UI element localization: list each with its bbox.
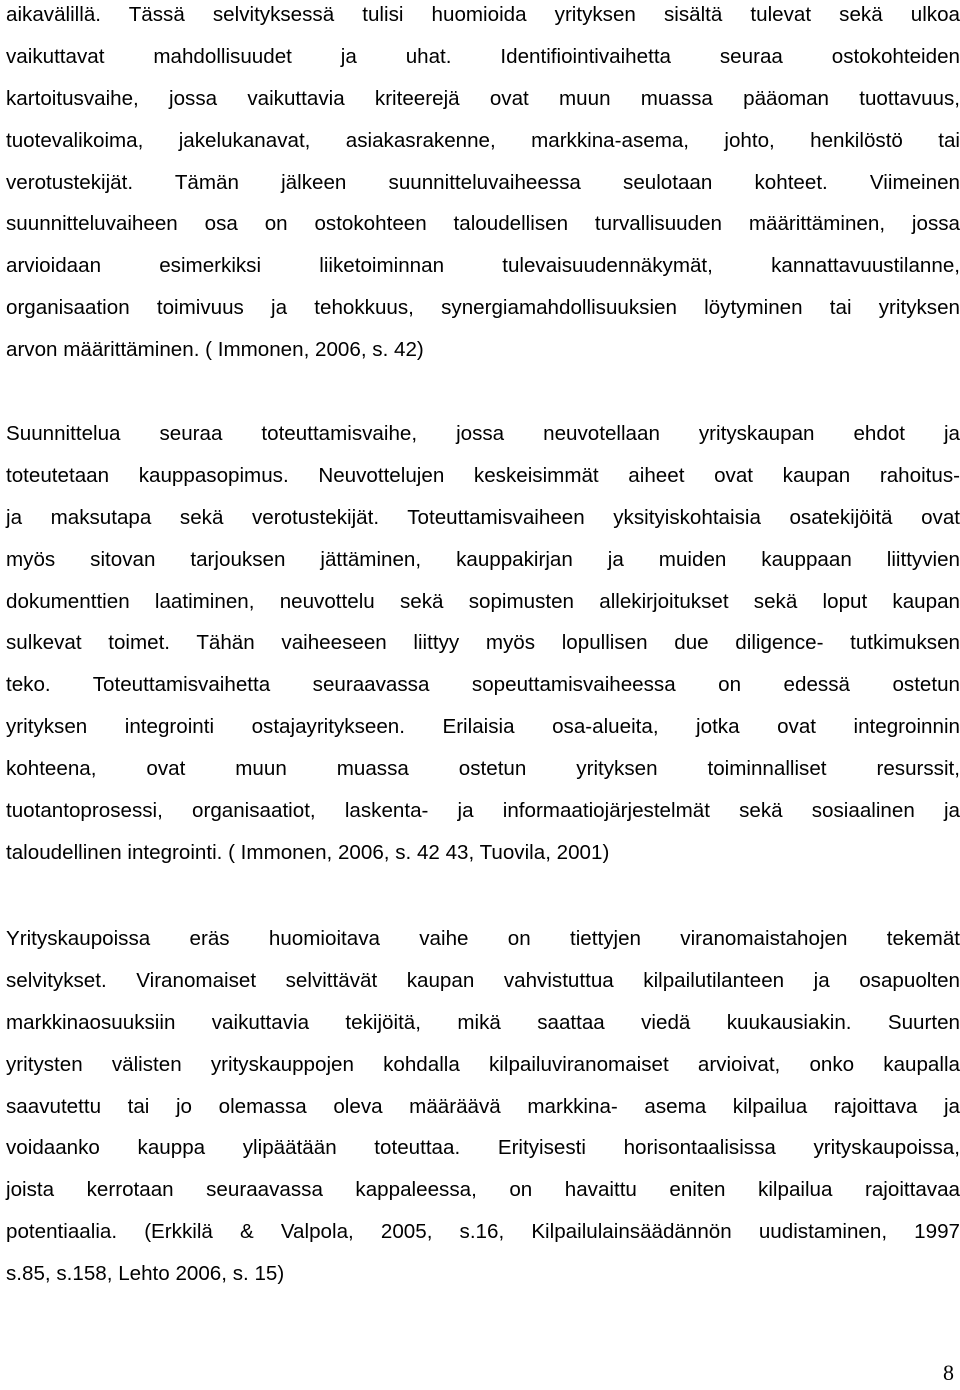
text-line: s.85, s.158, Lehto 2006, s. 15) (6, 1262, 285, 1286)
text-line: ja maksutapa sekä verotustekijät. Toteuttamisvaiheen yksityiskohtaisia osatekijöitä ovat (6, 505, 960, 529)
text-line: taloudellinen integrointi. ( Immonen, 2006, s. 42 43, Tuovila, 2001) (6, 840, 610, 864)
text-line: Yrityskaupoissa eräs huomioitava vaihe on tiettyjen viranomaistahojen tekemät (6, 927, 960, 950)
text-line: verotustekijät. Tämän jälkeen suunnitteluvaiheessa seulotaan kohteet. Viimeinen (6, 170, 960, 194)
page-number: 8 (943, 1360, 954, 1385)
text-line: suunnitteluvaiheen osa on ostokohteen taloudellisen turvallisuuden määrittäminen, jossa (6, 212, 960, 236)
text-line: aikavälillä. Tässä selvityksessä tulisi huomioida yrityksen sisältä tulevat sekä ulkoa (6, 3, 960, 26)
text-line: tuotevalikoima, jakelukanavat, asiakasrakenne, markkina-asema, johto, henkilöstö tai (6, 128, 960, 152)
text-line: vaikuttavat mahdollisuudet ja uhat. Identifiointivaihetta seuraa ostokohteiden (6, 44, 960, 68)
text-line: myös sitovan tarjouksen jättäminen, kauppakirjan ja muiden kauppaan liittyvien (6, 547, 960, 571)
paragraph-3 (6, 918, 960, 1295)
text-line: toteutetaan kauppasopimus. Neuvottelujen keskeisimmät aiheet ovat kaupan rahoitus- (6, 463, 960, 487)
text-line: saavutettu tai jo olemassa oleva määräävä markkina- asema kilpailua rajoittava ja (6, 1094, 960, 1118)
text-line: joista kerrotaan seuraavassa kappaleessa, on havaittu eniten kilpailua rajoittavaa (6, 1178, 960, 1202)
text-line: selvitykset. Viranomaiset selvittävät kaupan vahvistuttua kilpailutilanteen ja osapuolten (6, 968, 960, 992)
text-line: arvon määrittäminen. ( Immonen, 2006, s. 42) (6, 338, 424, 362)
text-line: markkinaosuuksiin vaikuttavia tekijöitä, mikä saattaa viedä kuukausiakin. Suurten (6, 1010, 960, 1034)
text-line: dokumenttien laatiminen, neuvottelu sekä sopimusten allekirjoitukset sekä loput kaupan (6, 589, 960, 613)
text-line: Suunnittelua seuraa toteuttamisvaihe, jossa neuvotellaan yrityskaupan ehdot ja (6, 422, 960, 445)
text-line: voidaanko kauppa ylipäätään toteuttaa. Erityisesti horisontaalisissa yrityskaupoissa, (6, 1136, 960, 1160)
text-line: teko. Toteuttamisvaihetta seuraavassa sopeuttamisvaiheessa on edessä ostetun (6, 673, 960, 697)
text-line: potentiaalia. (Erkkilä & Valpola, 2005, s.16, Kilpailulainsäädännön uudistaminen, 1997 (6, 1220, 960, 1244)
text-line: yritysten välisten yrityskauppojen kohdalla kilpailuviranomaiset arvioivat, onko kaupalla (6, 1052, 960, 1076)
paragraph-1 (6, 0, 960, 371)
text-line: arvioidaan esimerkiksi liiketoiminnan tulevaisuudennäkymät, kannattavuustilanne, (6, 254, 960, 278)
text-line: yrityksen integrointi ostajayritykseen. Erilaisia osa-alueita, jotka ovat integroinnin (6, 715, 960, 739)
text-line: sulkevat toimet. Tähän vaiheeseen liittyy myös lopullisen due diligence- tutkimuksen (6, 631, 960, 655)
text-line: kartoitusvaihe, jossa vaikuttavia kriteerejä ovat muun muassa pääoman tuottavuus, (6, 86, 960, 110)
text-line: organisaation toimivuus ja tehokkuus, synergiamahdollisuuksien löytyminen tai yrityksen (6, 296, 960, 320)
text-line: kohteena, ovat muun muassa ostetun yrityksen toiminnalliset resurssit, (6, 757, 960, 781)
paragraph-2 (6, 413, 960, 874)
text-line: tuotantoprosessi, organisaatiot, laskenta- ja informaatiojärjestelmät sekä sosiaalinen ja (6, 799, 960, 823)
